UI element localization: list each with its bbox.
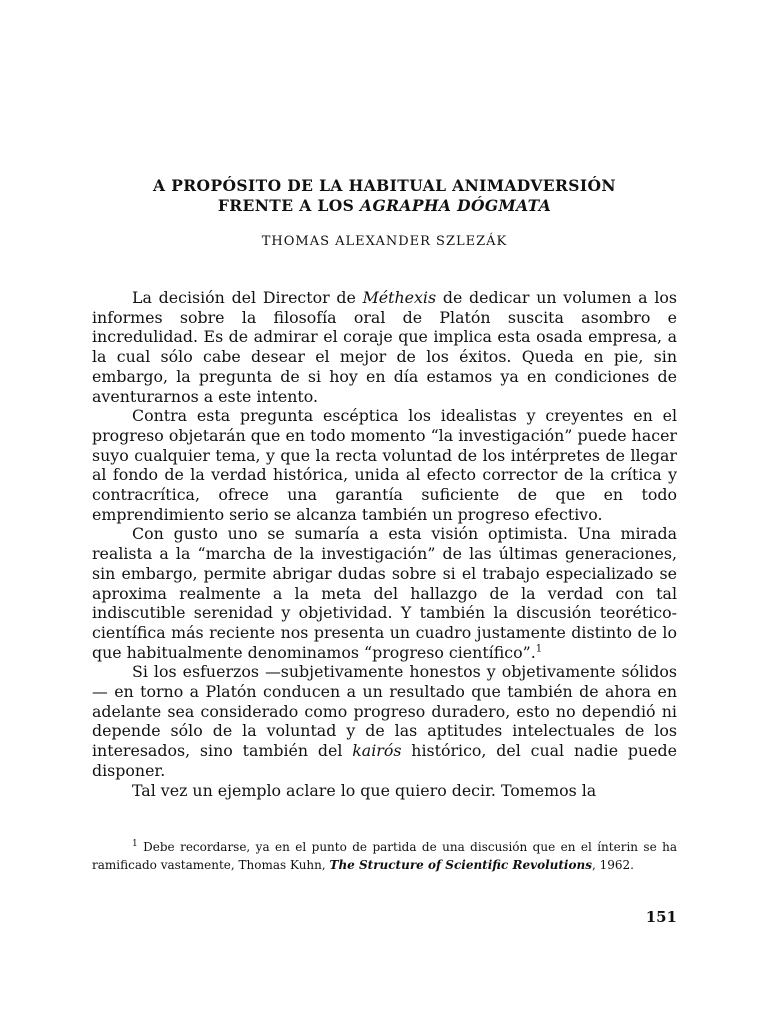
paragraph-4-emphasis: kairós (352, 741, 402, 761)
article-title (92, 176, 677, 216)
paragraph-4 (92, 662, 677, 780)
title-line-2 (92, 196, 677, 216)
footnote-reference: 1 (535, 643, 543, 655)
footnote-marker: 1 (132, 839, 138, 849)
title-line-1: A PROPÓSITO DE LA HABITUAL ANIMADVERSIÓN (152, 176, 617, 195)
paragraph-2: Contra esta pregunta escéptica los idealistas y creyentes en el progreso objetarán que en todo momento “la investigación” puede hacer suyo cualquier tema, y que la recta voluntad de los intérpretes de llegar al fondo de la verdad histórica, unida al efecto corrector de la crítica y contracrítica, ofrece una garantía suficiente de que en todo emprendimiento serio se alcanza también un progreso efectivo. (92, 406, 677, 524)
paragraph-1-part-b: de dedicar un volumen a los informes sobre la filosofía oral de Platón suscita asombro e incredulidad. Es de admirar el coraje que implica esta osada empresa, a la cual sólo cabe desear el mejor de los éxitos. Queda en pie, sin embargo, la pregunta de si hoy en día estamos ya en condiciones de aventurarnos a este intento. (92, 288, 677, 406)
title-line-2-prefix: FRENTE A LOS (217, 196, 361, 215)
page-number: 151 (645, 908, 677, 926)
article-body (92, 288, 677, 800)
paragraph-3-text: Con gusto uno se sumaría a esta visión optimista. Una mirada realista a la “marcha de la investigación” de las últimas generaciones, sin embargo, permite abrigar dudas sobre si el trabajo especializado se aproxima realmente a la meta del hallazgo de la verdad con tal indiscutible serenidad y objetividad. Y también la discusión teorético-científica más reciente nos presenta un cuadro justamente distinto de lo que habitualmente denominamos “progreso científico”. (92, 524, 677, 662)
paragraph-4-part-a: Si los esfuerzos —subjetivamente honestos y objetivamente sólidos— en torno a Platón conducen a un resultado que también de ahora en adelante sea considerado como progreso duradero, esto no dependió ni depende sólo de la voluntad y de las aptitudes intelectuales de los interesados, sino también del (92, 662, 677, 761)
paragraph-4-part-b: histórico, del cual nadie puede disponer. (92, 741, 677, 780)
footnote-text-a: Debe recordarse, ya en el punto de partida de una discusión que en el ínterin se ha ramificado vastamente, Thomas Kuhn, (92, 840, 677, 872)
footnote-italic-title: The Structure of Scientific Revolutions (329, 858, 592, 872)
paragraph-5: Tal vez un ejemplo aclare lo que quiero decir. Tomemos la (132, 780, 597, 800)
paragraph-1-part-a: La decisión del Director de (132, 288, 363, 307)
paragraph-3 (92, 524, 677, 662)
paragraph-1-emphasis: Méthexis (362, 288, 437, 307)
document-page (92, 0, 677, 1024)
paragraph-1 (92, 288, 677, 406)
article-author: THOMAS ALEXANDER SZLEZÁK (261, 234, 508, 249)
footnote (92, 835, 677, 874)
title-line-2-italic: AGRAPHA DÓGMATA (360, 196, 552, 215)
footnote-text-b: , 1962. (591, 858, 634, 872)
